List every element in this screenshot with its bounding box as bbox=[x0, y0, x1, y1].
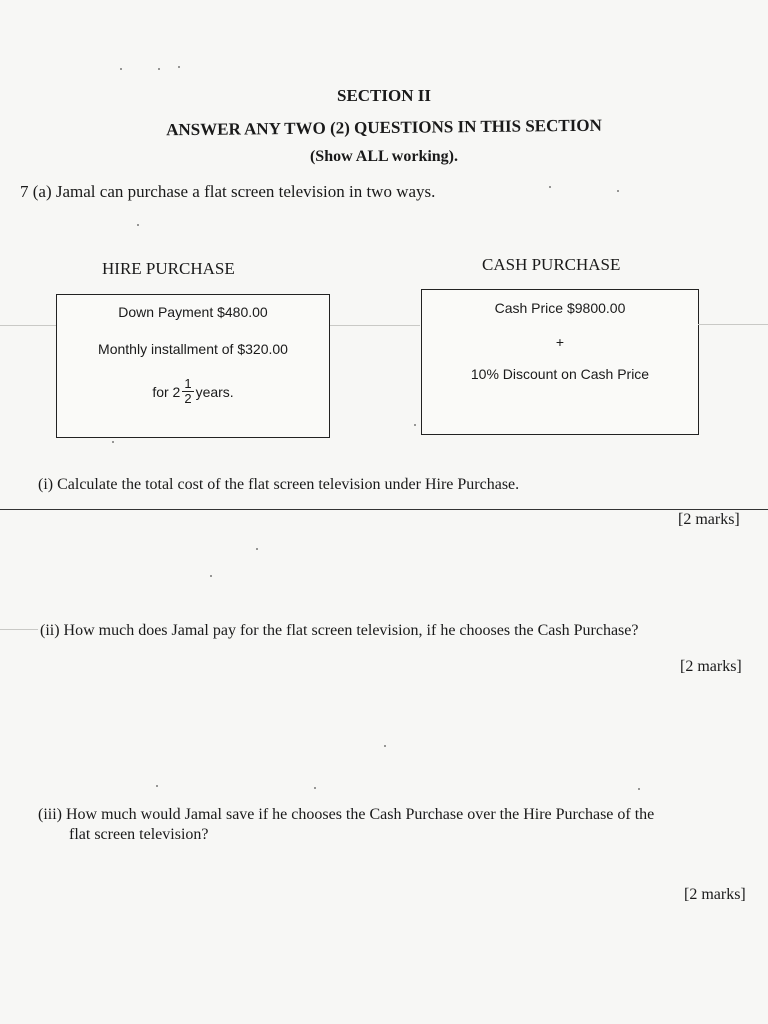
part-i-marks: [2 marks] bbox=[678, 511, 740, 528]
scan-speck bbox=[314, 787, 316, 789]
scan-speck bbox=[112, 441, 114, 443]
duration-prefix: for 2 bbox=[152, 383, 181, 400]
scan-speck bbox=[638, 788, 640, 790]
duration-text bbox=[57, 377, 329, 406]
scan-speck bbox=[210, 575, 212, 577]
section-title: SECTION II bbox=[336, 86, 431, 105]
part-ii-question: (ii) How much does Jamal pay for the flat screen television, if he chooses the Cash Purchase? bbox=[40, 622, 639, 639]
part-ii-marks: [2 marks] bbox=[680, 658, 742, 675]
scan-speck bbox=[384, 745, 386, 747]
scan-speck bbox=[158, 68, 160, 70]
mixed-fraction bbox=[182, 377, 193, 406]
part-iii-question-line1: (iii) How much would Jamal save if he chooses the Cash Purchase over the Hire Purchase of the bbox=[38, 806, 655, 823]
scan-speck bbox=[617, 190, 619, 192]
fraction-denominator: 2 bbox=[184, 391, 192, 406]
part-iii-marks: [2 marks] bbox=[684, 886, 746, 903]
discount-text: 10% Discount on Cash Price bbox=[470, 366, 650, 382]
scan-speck bbox=[256, 548, 258, 550]
scan-speck bbox=[414, 424, 416, 426]
divider-line bbox=[0, 509, 768, 510]
scan-speck bbox=[178, 66, 180, 68]
working-note: (Show ALL working). bbox=[309, 148, 459, 165]
part-i-question: (i) Calculate the total cost of the flat screen television under Hire Purchase. bbox=[38, 476, 520, 493]
cash-purchase-box bbox=[421, 289, 699, 435]
part-iii-question-line2: flat screen television? bbox=[69, 826, 209, 843]
cash-price-text: Cash Price $9800.00 bbox=[494, 300, 626, 316]
plus-sign: + bbox=[555, 334, 565, 350]
scan-artifact-line bbox=[0, 325, 56, 326]
scan-artifact-line bbox=[330, 325, 420, 326]
monthly-installment-text: Monthly installment of $320.00 bbox=[98, 341, 288, 357]
cash-purchase-heading: CASH PURCHASE bbox=[482, 255, 621, 274]
scan-speck bbox=[137, 224, 139, 226]
fraction-numerator: 1 bbox=[184, 376, 192, 391]
scan-speck bbox=[156, 785, 158, 787]
question-7a-intro: 7 (a) Jamal can purchase a flat screen television in two ways. bbox=[20, 182, 436, 201]
duration-suffix: years. bbox=[195, 383, 234, 400]
scan-speck bbox=[549, 186, 551, 188]
scan-artifact-line bbox=[698, 324, 768, 325]
section-instruction: ANSWER ANY TWO (2) QUESTIONS IN THIS SECTION bbox=[166, 115, 602, 140]
scan-speck bbox=[120, 68, 122, 70]
hire-purchase-heading: HIRE PURCHASE bbox=[102, 259, 235, 278]
down-payment-text: Down Payment $480.00 bbox=[118, 304, 268, 320]
hire-purchase-box bbox=[56, 294, 330, 438]
scan-artifact-line bbox=[0, 629, 38, 630]
